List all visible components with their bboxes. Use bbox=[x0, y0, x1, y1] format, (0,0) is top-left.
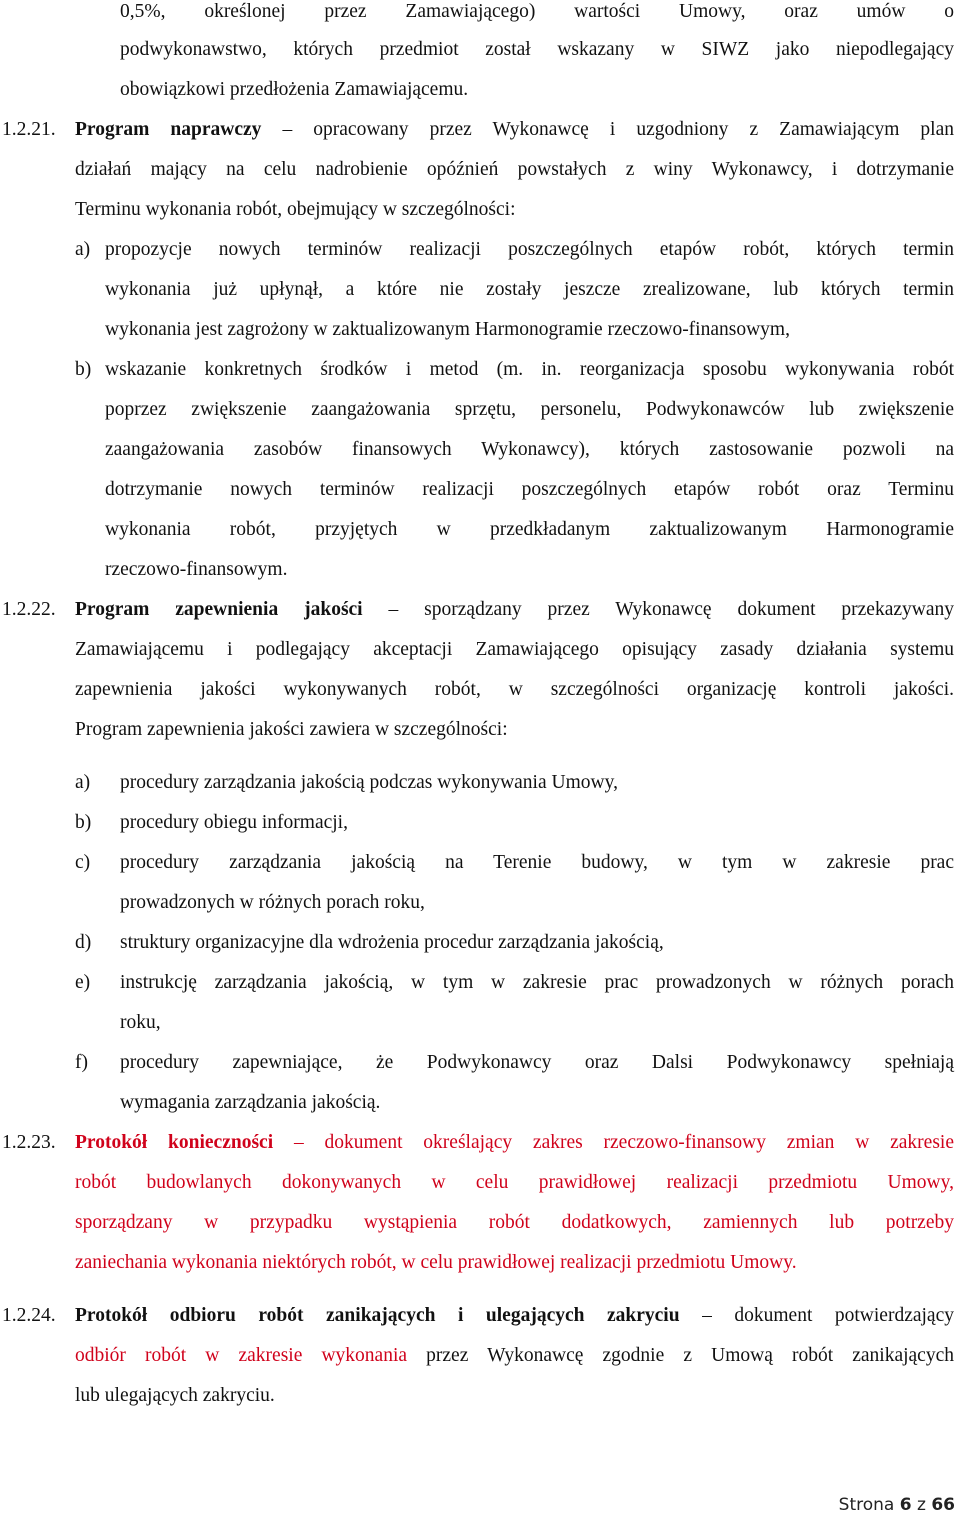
list-item-a-line-3: wykonania jest zagrożony w zaktualizowanym Harmonogramie rzeczowo-finansowym, bbox=[105, 319, 790, 340]
list-item-b-line-6: rzeczowo-finansowym. bbox=[105, 559, 288, 580]
list-item-b-line-1: wskazanie konkretnych środków i metod (m. in. reorganizacja sposobu wykonywania robót bbox=[105, 359, 954, 380]
section-21-line-1-rest: – opracowany przez Wykonawcę i uzgodniony z Zamawiającym plan bbox=[261, 119, 954, 140]
section-23-line-1 bbox=[75, 1131, 954, 1155]
quality-item-e-line-1: instrukcję zarządzania jakością, w tym w zakresie prac prowadzonych w różnych porach bbox=[120, 972, 954, 993]
section-22-line-1-rest: – sporządzany przez Wykonawcę dokument przekazywany bbox=[362, 599, 955, 620]
list-item-b-line-2: poprzez zwiększenie zaangażowania sprzętu, personelu, Podwykonawców lub zwiększenie bbox=[105, 399, 954, 420]
section-22-line-1 bbox=[75, 598, 954, 622]
section-23-line-3: sporządzany w przypadku wystąpienia robót dodatkowych, zamiennych lub potrzeby bbox=[75, 1212, 954, 1233]
list-item-b-line-5: wykonania robót, przyjętych w przedkładanym zaktualizowanym Harmonogramie bbox=[105, 519, 954, 540]
footer-total-pages: 66 bbox=[931, 1495, 955, 1515]
section-23-term: Protokół konieczności bbox=[75, 1132, 274, 1153]
quality-item-a: procedury zarządzania jakością podczas wykonywania Umowy, bbox=[120, 772, 618, 793]
footer-separator: z bbox=[916, 1495, 926, 1515]
section-22-term: Program zapewnienia jakości bbox=[75, 599, 363, 620]
section-21-line-3: Terminu wykonania robót, obejmujący w szczególności: bbox=[75, 199, 516, 220]
quality-marker-d: d) bbox=[75, 932, 92, 953]
section-22-line-2: Zamawiającemu i podlegający akceptacji Zamawiającego opisujący zasady działania systemu bbox=[75, 639, 954, 660]
section-24-line-3: lub ulegających zakryciu. bbox=[75, 1385, 275, 1406]
intro-line-3: obowiązkowi przedłożenia Zamawiającemu. bbox=[120, 79, 469, 100]
section-number-21: 1.2.21. bbox=[2, 119, 56, 140]
list-item-a-line-1: propozycje nowych terminów realizacji poszczególnych etapów robót, których termin bbox=[105, 239, 954, 260]
quality-marker-c: c) bbox=[75, 852, 91, 873]
quality-marker-f: f) bbox=[75, 1052, 88, 1073]
section-23-line-4: zaniechania wykonania niektórych robót, w celu prawidłowej realizacji przedmiotu Umowy. bbox=[75, 1252, 797, 1273]
list-item-a-line-2: wykonania już upłynął, a które nie zostały jeszcze zrealizowane, lub których termin bbox=[105, 279, 954, 300]
quality-item-c-line-1: procedury zarządzania jakością na Terenie budowy, w tym w zakresie prac bbox=[120, 852, 954, 873]
quality-item-c-line-2: prowadzonych w różnych porach roku, bbox=[120, 892, 425, 913]
section-21-term: Program naprawczy bbox=[75, 119, 262, 140]
quality-marker-e: e) bbox=[75, 972, 91, 993]
list-item-b-line-4: dotrzymanie nowych terminów realizacji poszczególnych etapów robót oraz Terminu bbox=[105, 479, 954, 500]
page-footer bbox=[839, 1492, 955, 1518]
section-23-line-2: robót budowlanych dokonywanych w celu prawidłowej realizacji przedmiotu Umowy, bbox=[75, 1172, 954, 1193]
list-marker-a: a) bbox=[75, 239, 91, 260]
section-24-line-2 bbox=[75, 1344, 954, 1368]
footer-page-number: 6 bbox=[899, 1495, 912, 1515]
quality-item-d: struktury organizacyjne dla wdrożenia procedur zarządzania jakością, bbox=[120, 932, 664, 953]
list-marker-b: b) bbox=[75, 359, 92, 380]
section-21-line-2: działań mający na celu nadrobienie opóźnień powstałych z winy Wykonawcy, i dotrzymanie bbox=[75, 159, 954, 180]
quality-item-f-line-2: wymagania zarządzania jakością. bbox=[120, 1092, 381, 1113]
section-24-line-1 bbox=[75, 1304, 954, 1328]
section-21-line-1 bbox=[75, 118, 954, 142]
section-number-22: 1.2.22. bbox=[2, 599, 56, 620]
quality-marker-a: a) bbox=[75, 772, 91, 793]
section-22-line-3: zapewnienia jakości wykonywanych robót, w szczególności organizację kontroli jakości. bbox=[75, 679, 954, 700]
section-number-23: 1.2.23. bbox=[2, 1132, 56, 1153]
section-24-line-1-rest: – dokument potwierdzający bbox=[679, 1305, 954, 1326]
section-22-line-4: Program zapewnienia jakości zawiera w szczególności: bbox=[75, 719, 508, 740]
quality-item-f-line-1: procedury zapewniające, że Podwykonawcy oraz Dalsi Podwykonawcy spełniają bbox=[120, 1052, 954, 1073]
section-23-line-1-rest: – dokument określający zakres rzeczowo-finansowy zmian w zakresie bbox=[273, 1132, 954, 1153]
intro-line-2: podwykonawstwo, których przedmiot został wskazany w SIWZ jako niepodlegający bbox=[120, 39, 954, 60]
section-24-line-2-rest: przez Wykonawcę zgodnie z Umową robót zanikających bbox=[407, 1345, 954, 1366]
intro-line-1: 0,5%, określonej przez Zamawiającego) wartości Umowy, oraz umów o bbox=[120, 1, 954, 22]
list-item-b-line-3: zaangażowania zasobów finansowych Wykonawcy), których zastosowanie pozwoli na bbox=[105, 439, 954, 460]
footer-label: Strona bbox=[838, 1495, 895, 1515]
quality-item-b: procedury obiegu informacji, bbox=[120, 812, 348, 833]
section-24-red-phrase: odbiór robót w zakresie wykonania bbox=[75, 1345, 408, 1366]
section-number-24: 1.2.24. bbox=[2, 1305, 56, 1326]
section-24-term: Protokół odbioru robót zanikających i ulegających zakryciu bbox=[75, 1305, 680, 1326]
quality-marker-b: b) bbox=[75, 812, 92, 833]
quality-item-e-line-2: roku, bbox=[120, 1012, 161, 1033]
